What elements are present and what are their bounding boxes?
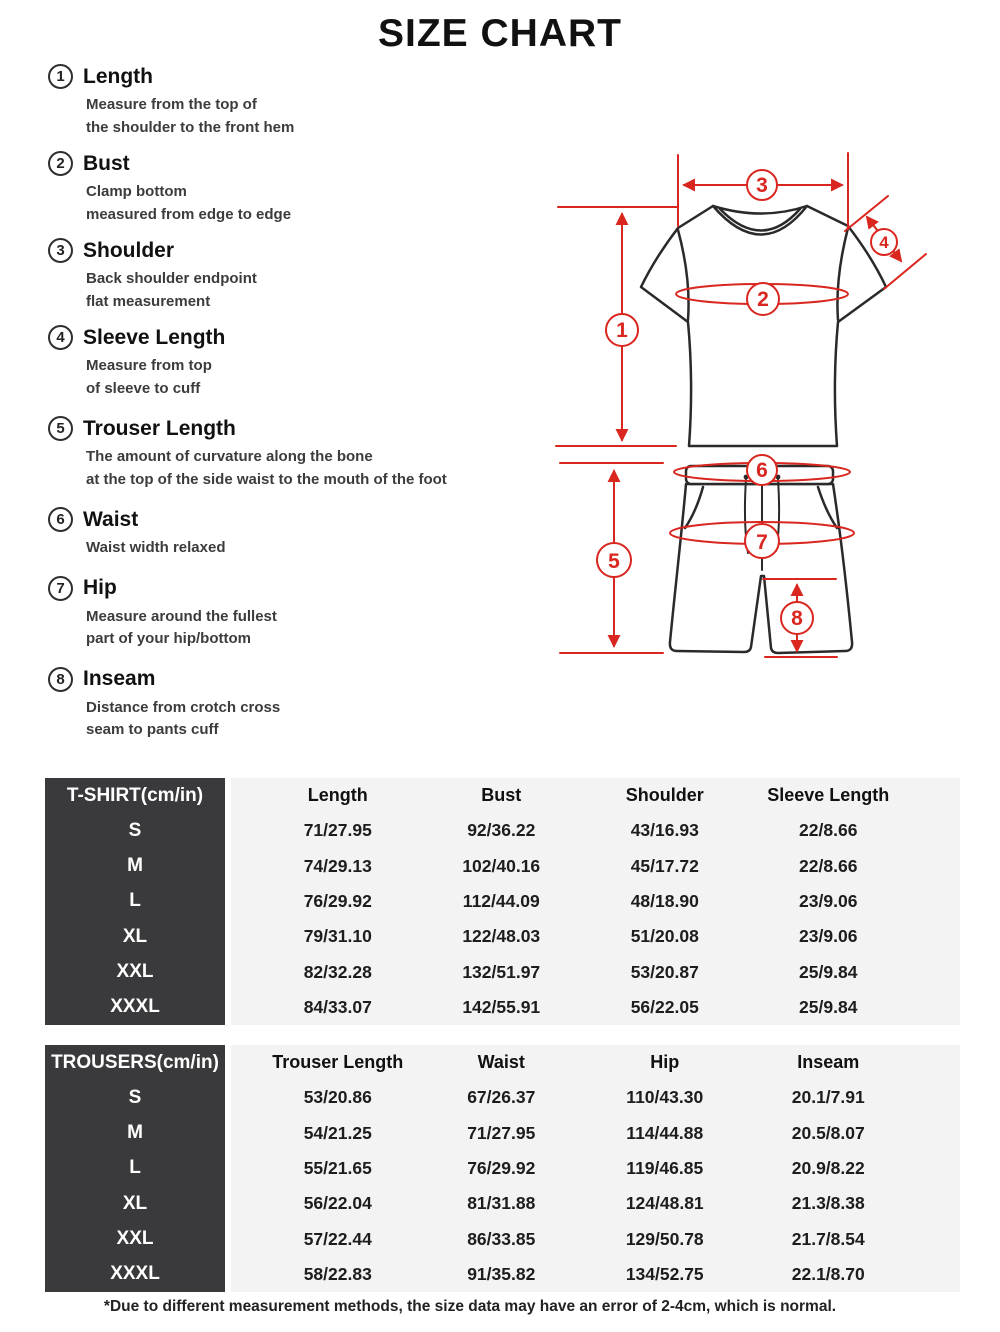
definition-shoulder bbox=[48, 238, 553, 313]
definition-term: Trouser Length bbox=[83, 416, 236, 440]
definition-description: Measure from the top of the shoulder to the front hem bbox=[86, 96, 295, 136]
diagram-label-7: 7 bbox=[756, 531, 768, 554]
definition-description: Waist width relaxed bbox=[86, 539, 226, 556]
table-row: 74/29.13 102/40.16 45/17.72 22/8.66 bbox=[303, 855, 858, 876]
table-row: 84/33.07 142/55.91 56/22.05 25/9.84 bbox=[303, 996, 858, 1017]
circled-number-7: 7 bbox=[48, 576, 73, 601]
definition-description: Measure from top of sleeve to cuff bbox=[86, 357, 212, 397]
table-row: 56/22.04 81/31.88 124/48.81 21.3/8.38 bbox=[303, 1193, 865, 1214]
size-label: S bbox=[128, 819, 142, 841]
diagram-label-6: 6 bbox=[756, 459, 768, 482]
definition-description: Measure around the fullest part of your hip/bottom bbox=[86, 607, 277, 647]
definition-sleeve-length bbox=[48, 325, 553, 400]
table-row: 55/21.65 76/29.92 119/46.85 20.9/8.22 bbox=[303, 1157, 865, 1178]
size-label: L bbox=[129, 1157, 141, 1179]
size-label: XL bbox=[122, 925, 148, 947]
size-label: XXL bbox=[116, 1228, 154, 1250]
page-title: SIZE CHART bbox=[378, 12, 622, 55]
definition-description: Distance from crotch cross seam to pants cuff bbox=[86, 698, 281, 738]
tshirt-table-title: T-SHIRT(cm/in) bbox=[66, 784, 204, 806]
definition-description: Back shoulder endpoint flat measurement bbox=[86, 270, 257, 310]
table-row: 58/22.83 91/35.82 134/52.75 22.1/8.70 bbox=[303, 1263, 865, 1284]
tshirt-table-body bbox=[231, 778, 960, 1025]
trousers-table-body bbox=[231, 1045, 960, 1292]
circled-number-5: 5 bbox=[48, 416, 73, 441]
definition-description: The amount of curvature along the bone at the top of the side waist to the mouth of the foot bbox=[86, 448, 447, 488]
circled-number-8: 8 bbox=[48, 667, 73, 692]
circled-number-3: 3 bbox=[48, 238, 73, 263]
definition-bust bbox=[48, 151, 553, 226]
diagram-label-5: 5 bbox=[608, 550, 620, 573]
diagram-label-2: 2 bbox=[757, 288, 769, 311]
size-label: M bbox=[127, 1122, 143, 1144]
definition-length bbox=[48, 64, 553, 139]
definition-trouser-length bbox=[48, 416, 553, 491]
trousers-size-column bbox=[45, 1045, 225, 1292]
size-label: L bbox=[129, 890, 141, 912]
definition-description: Clamp bottom measured from edge to edge bbox=[86, 183, 292, 223]
size-label: M bbox=[127, 855, 143, 877]
garment-measurement-diagram bbox=[540, 140, 1000, 700]
size-label: XXXL bbox=[110, 1263, 160, 1285]
table-row: 71/27.95 92/36.22 43/16.93 22/8.66 bbox=[303, 820, 858, 841]
diagram-label-4: 4 bbox=[879, 233, 889, 252]
trousers-table-title: TROUSERS(cm/in) bbox=[51, 1051, 219, 1073]
tshirt-size-table bbox=[45, 778, 960, 1025]
definition-hip bbox=[48, 576, 553, 651]
tshirt-size-column bbox=[45, 778, 225, 1025]
definition-term: Bust bbox=[83, 151, 130, 175]
diagram-label-3: 3 bbox=[756, 174, 768, 197]
definition-term: Sleeve Length bbox=[83, 325, 226, 349]
size-label: XL bbox=[122, 1192, 148, 1214]
definition-term: Inseam bbox=[83, 667, 156, 690]
table-row: 57/22.44 86/33.85 129/50.78 21.7/8.54 bbox=[303, 1228, 865, 1249]
table-row: 76/29.92 112/44.09 48/18.90 23/9.06 bbox=[303, 890, 858, 911]
table-row: 82/32.28 132/51.97 53/20.87 25/9.84 bbox=[303, 961, 858, 982]
diagram-label-1: 1 bbox=[616, 319, 628, 342]
size-label: XXL bbox=[116, 961, 154, 983]
size-label: S bbox=[128, 1086, 142, 1108]
shorts-outline bbox=[670, 466, 852, 653]
sleeve-ref-top bbox=[845, 196, 888, 231]
measurement-definitions bbox=[48, 64, 553, 754]
table-row: 54/21.25 71/27.95 114/44.88 20.5/8.07 bbox=[303, 1122, 865, 1143]
definition-term: Waist bbox=[83, 507, 139, 531]
table-row: 79/31.10 122/48.03 51/20.08 23/9.06 bbox=[303, 926, 858, 947]
circled-number-2: 2 bbox=[48, 151, 73, 176]
circled-number-1: 1 bbox=[48, 64, 73, 89]
trousers-size-table bbox=[45, 1045, 960, 1292]
definition-term: Shoulder bbox=[83, 238, 175, 262]
table-row: 53/20.86 67/26.37 110/43.30 20.1/7.91 bbox=[303, 1087, 865, 1108]
circled-number-6: 6 bbox=[48, 507, 73, 532]
definition-inseam bbox=[48, 667, 553, 742]
definition-waist bbox=[48, 507, 553, 560]
size-label: XXXL bbox=[110, 996, 160, 1018]
column-headers: Trouser Length Waist Hip Inseam bbox=[272, 1052, 860, 1073]
definition-term: Length bbox=[83, 64, 153, 88]
measurement-disclaimer: *Due to different measurement methods, the size data may have an error of 2-4cm, which is normal. bbox=[103, 1298, 837, 1315]
tshirt-outline bbox=[641, 206, 886, 446]
column-headers: Length Bust Shoulder Sleeve Length bbox=[307, 785, 890, 806]
definition-term: Hip bbox=[83, 576, 117, 599]
sleeve-ref-bottom bbox=[884, 254, 926, 289]
circled-number-4: 4 bbox=[48, 325, 73, 350]
diagram-label-8: 8 bbox=[791, 607, 803, 630]
